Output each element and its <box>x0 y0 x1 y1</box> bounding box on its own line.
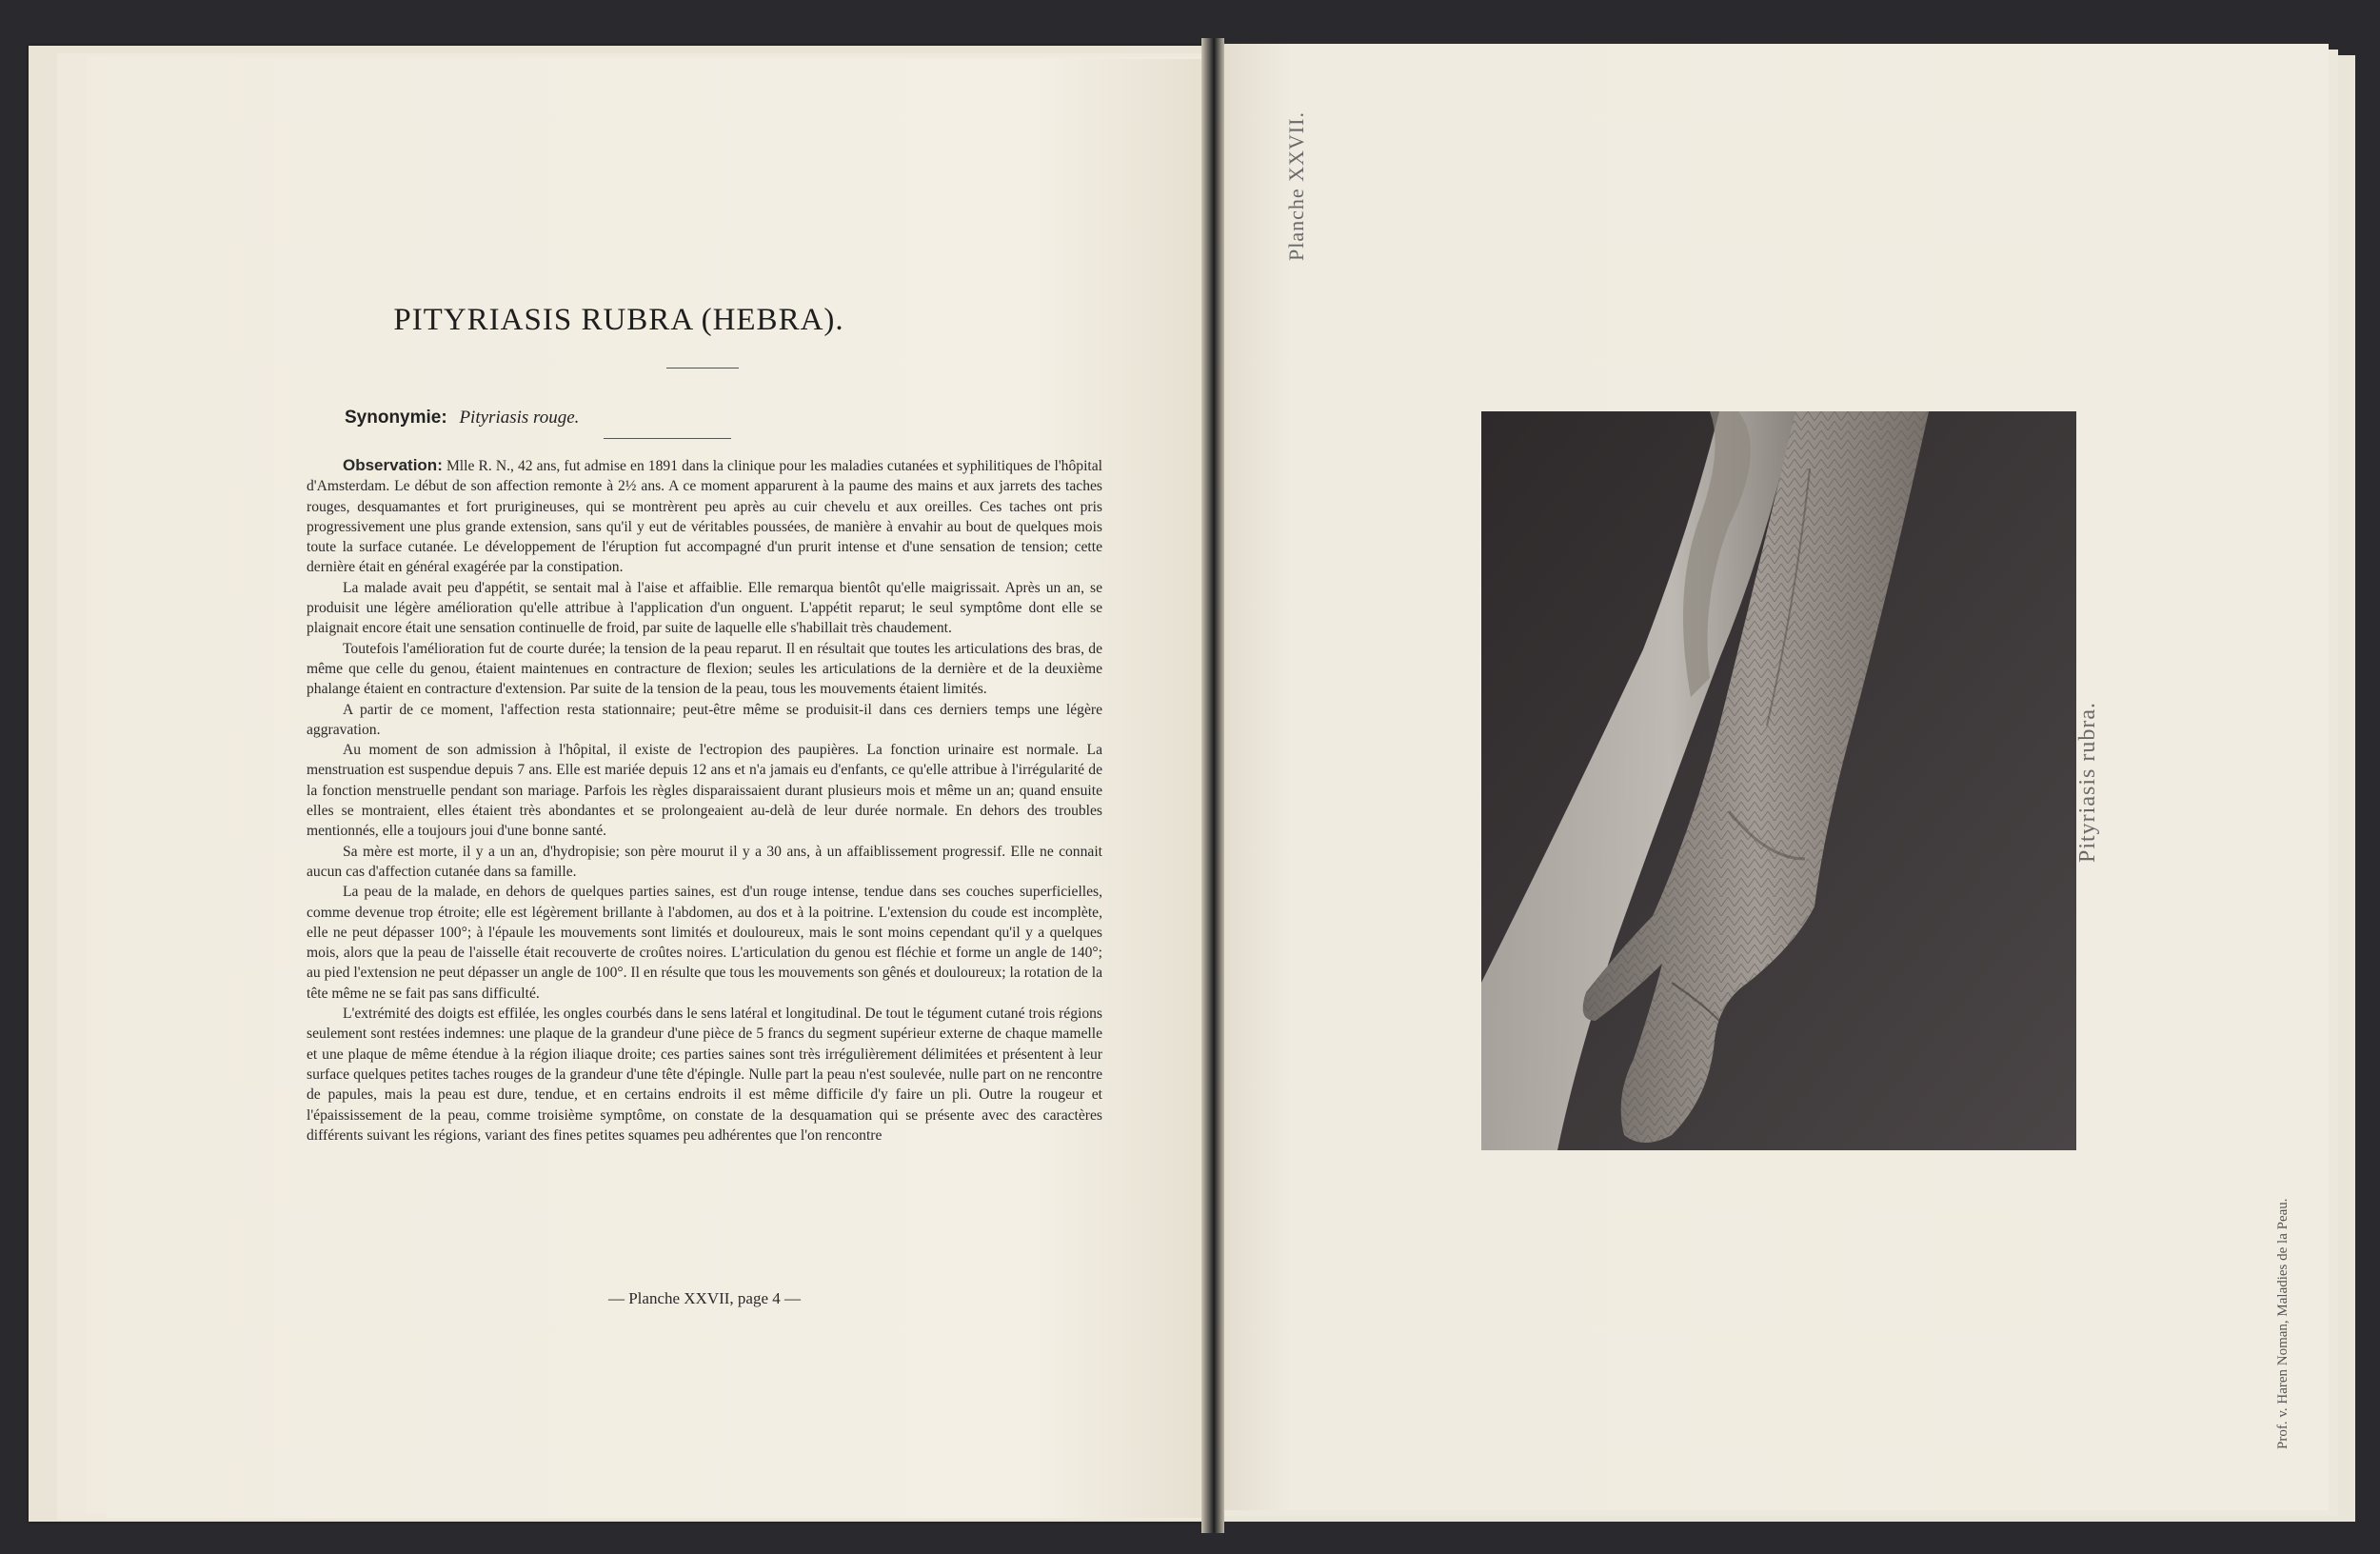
synonymy-line <box>345 408 579 428</box>
paragraph: La peau de la malade, en dehors de quelques parties saines, est d'un rouge intense, tendue dans ses couches superficielles, comme devenue trop étroite; elle est légèrement brillante à l'abdomen, au dos et à la poitrine. L'extension du coude est incomplète, elle ne peut dépasser 100°; à l'épaule les mouvements sont limités et douloureux, mais le sont moins cependant qu'il y a quelques mois, alors que la peau de l'aisselle était recouverte de croûtes noires. L'articulation du genou est fléchie et forme un angle de 140°; au pied l'extension ne peut dépasser un angle de 100°. Il en résulte que tous les mouvements son gênés et douloureux; la rotation de la tête même ne se fait pas sans difficulté. <box>307 884 1102 1002</box>
title-divider <box>666 368 739 369</box>
paragraph: A partir de ce moment, l'affection resta stationnaire; peut-être même se produisit-il dans ces derniers temps une légère aggravation. <box>307 701 1102 738</box>
plate-photograph <box>1481 411 2076 1150</box>
paragraph: Toutefois l'amélioration fut de courte durée; la tension de la peau reparut. Il en résultait que toutes les articulations des bras, de même que celle du genou, étaient maintenues en contracture de flexion; seules les articulations de la dernière et de la deuxième phalange étaient en contracture d'extension. Par suite de la tension de la peau, tous les mouvements étaient limités. <box>307 640 1102 698</box>
paragraph: La malade avait peu d'appétit, se sentait mal à l'aise et affaiblie. Elle remarqua bientôt qu'elle maigrissait. Après un an, se produisit une légère amélioration qu'elle attribue à l'application d'un onguent. L'appétit reparut; le seul symptôme dont elle se plaignait encore était une sensation continuelle de froid, par suite de laquelle elle s'habillait très chaudement. <box>307 579 1102 637</box>
book-gutter <box>1201 38 1224 1533</box>
paragraph: L'extrémité des doigts est effilée, les ongles courbés dans le sens latéral et longitudinal. De tout le tégument cutané trois régions seulement sont restées indemnes: une plaque de la grandeur d'une pièce de 5 francs du segment supérieur externe de chaque mamelle et une plaque de même étendue à la région iliaque droite; ces parties saines sont très irrégulièrement délimitées et présentent à leur surface quelques petites taches rouges de la grandeur d'une tête d'épingle. Nulle part la peau n'est soulevée, nulle part on ne rencontre de papules, mais la peau est dure, tendue, et en certains endroits il est même difficile d'y faire un pli. Outre la rougeur et l'épaississement de la peau, comme troisième symptôme, on constate de la desquamation qui se présente avec des caractères différents suivant les régions, variant des fines petites squames peu adhérentes que l'on rencontre <box>307 1006 1102 1144</box>
plate-credit: Prof. v. Haren Noman, Maladies de la Peau. <box>2275 1198 2291 1449</box>
forearm-photo-image <box>1481 411 2076 1150</box>
page-title: PITYRIASIS RUBRA (HEBRA). <box>393 303 844 337</box>
synonymy-divider <box>604 438 731 439</box>
plate-number: Planche XXVII. <box>1284 111 1308 261</box>
paragraph: Observation: Mlle R. N., 42 ans, fut admise en 1891 dans la clinique pour les maladies cutanées et syphilitiques de l'hôpital d'Amsterdam. Le début de son affection remonte à 2½ ans. A ce moment apparurent à la paume des mains et aux jarrets des taches rouges, desquamantes et fort prurigineuses, qui se montrèrent peu après au cuir chevelu et aux oreilles. Ces taches ont pris progressivement une plus grande extension, sans qu'il y eut de véritables poussées, de manière à envahir au bout de quelques mois toute la surface cutanée. Le développement de l'éruption fut accompagné d'un prurit intense et d'une sensation de tension; cette dernière était en général exagérée par la constipation. <box>307 456 1102 576</box>
plate-caption: Pityriasis rubra. <box>2075 702 2100 863</box>
synonymy-value: Pityriasis rouge. <box>459 408 580 428</box>
paragraph: Au moment de son admission à l'hôpital, il existe de l'ectropion des paupières. La fonction urinaire est normale. La menstruation est suspendue depuis 7 ans. Elle est mariée depuis 12 ans et n'a jamais eu d'enfants, ce qu'elle attribue à l'irrégularité de la fonction menstruelle pendant son mariage. Parfois les règles disparaissaient durant plusieurs mois et même un an; quand ensuite elles se montraient, elles étaient très abondantes et se prolongeaient au-delà de leur durée normale. En dehors des troubles mentionnés, elle a toujours joui d'une bonne santé. <box>307 742 1102 840</box>
synonymy-label: Synonymie: <box>345 408 447 428</box>
paragraph: Sa mère est morte, il y a un an, d'hydropisie; son père mourut il y a 30 ans, à un affaiblissement progressif. Elle ne connait aucun cas d'affection cutanée dans sa famille. <box>307 843 1102 880</box>
observation-text <box>307 455 1102 1146</box>
observation-label: Observation: <box>343 456 443 474</box>
page-footer: — Planche XXVII, page 4 — <box>607 1289 802 1307</box>
